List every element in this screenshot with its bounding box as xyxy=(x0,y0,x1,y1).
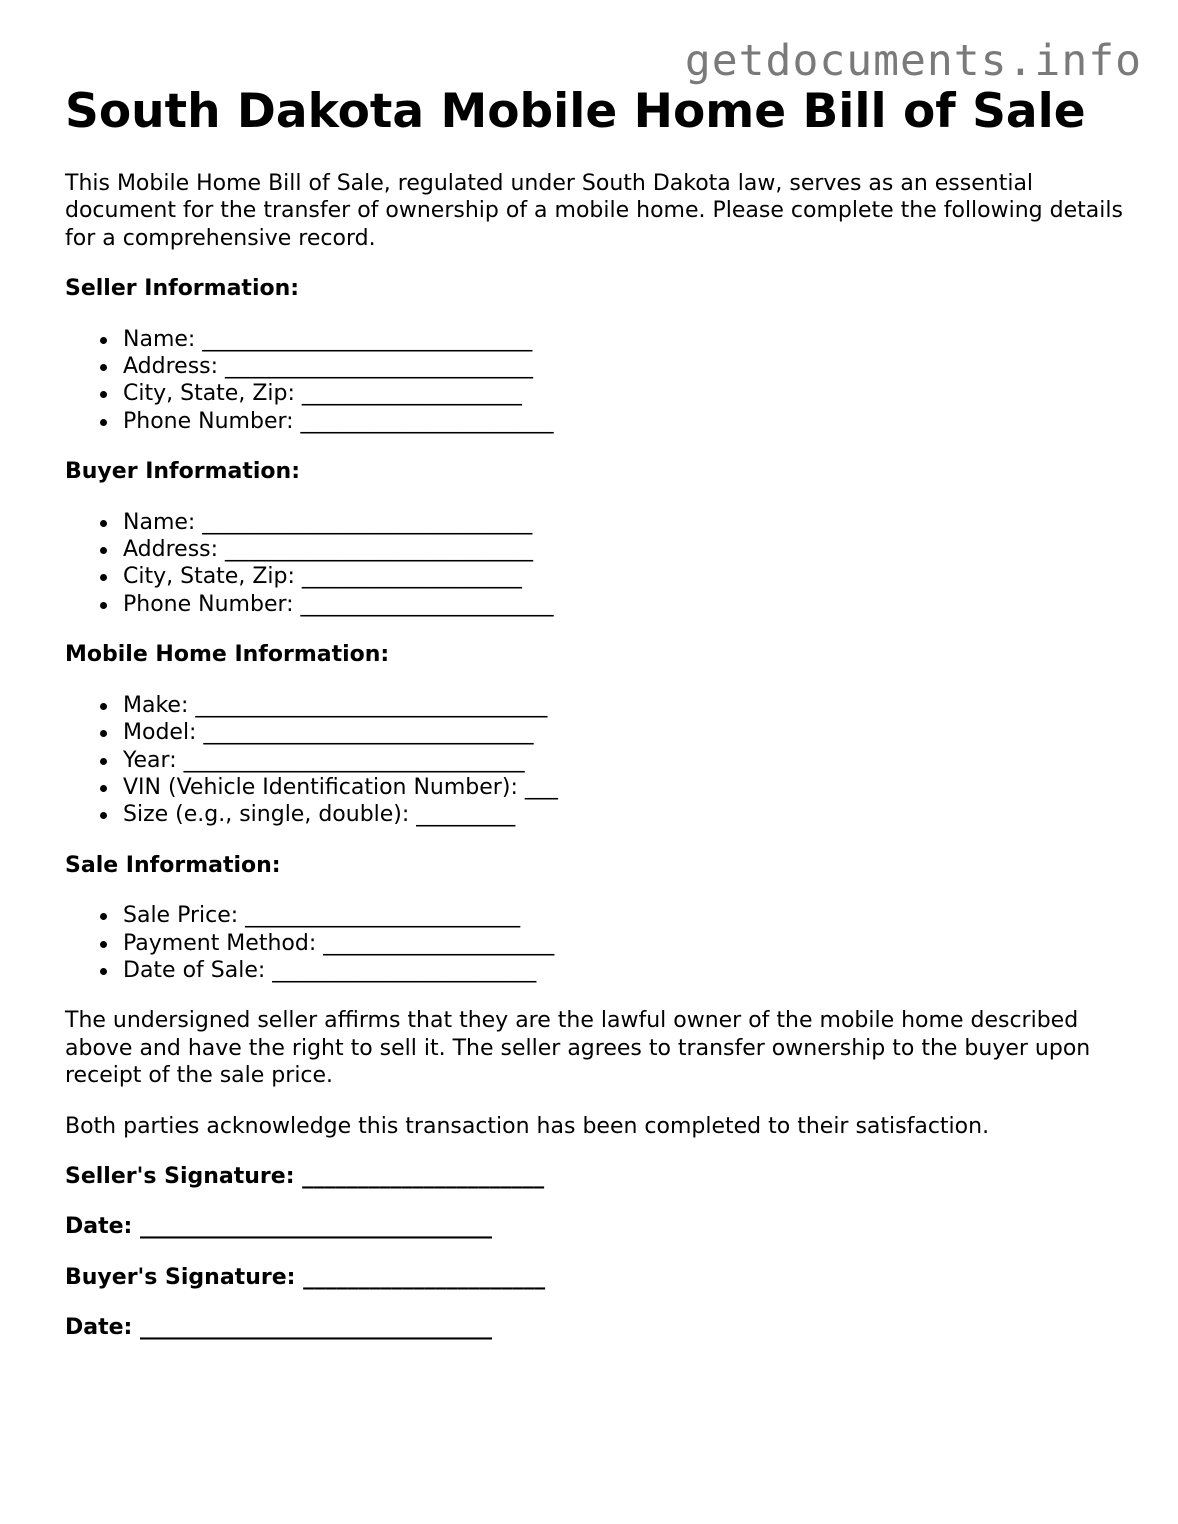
home-year-field: Year: _______________________________ xyxy=(123,747,1125,774)
seller-phone-field: Phone Number: _______________________ xyxy=(123,408,1125,435)
seller-city-state-zip-field: City, State, Zip: ____________________ xyxy=(123,380,1125,407)
seller-signature-line: Seller's Signature: ______________________ xyxy=(65,1163,545,1189)
buyer-signature-line: Buyer's Signature: ______________________ xyxy=(65,1264,546,1290)
buyer-address-field: Address: ____________________________ xyxy=(123,536,1125,563)
document-page xyxy=(65,84,1125,1342)
seller-name-field: Name: ______________________________ xyxy=(123,326,1125,353)
home-make-field: Make: ________________________________ xyxy=(123,692,1125,719)
buyer-info-list xyxy=(65,509,1125,619)
seller-date-line: Date: ________________________________ xyxy=(65,1214,493,1240)
acknowledgement-paragraph: Both parties acknowledge this transaction has been completed to their satisfaction. xyxy=(65,1113,990,1139)
watermark: getdocuments.info xyxy=(684,36,1142,86)
buyer-date-line: Date: ________________________________ xyxy=(65,1315,493,1341)
sale-section-heading: Sale Information: xyxy=(65,852,281,878)
home-vin-field: VIN (Vehicle Identification Number): ___ xyxy=(123,774,1125,801)
buyer-section-heading: Buyer Information: xyxy=(65,459,300,485)
intro-paragraph: This Mobile Home Bill of Sale, regulated under South Dakota law, serves as an essential document for the transfer of ownership of a mobile home. Please complete the following details for a comprehensive record. xyxy=(65,171,1123,251)
buyer-name-field: Name: ______________________________ xyxy=(123,509,1125,536)
home-model-field: Model: ______________________________ xyxy=(123,719,1125,746)
buyer-phone-field: Phone Number: _______________________ xyxy=(123,591,1125,618)
payment-method-field: Payment Method: _____________________ xyxy=(123,930,1125,957)
document-title: South Dakota Mobile Home Bill of Sale xyxy=(65,84,1086,139)
affirmation-paragraph: The undersigned seller affirms that they are the lawful owner of the mobile home described above and have the right to sell it. The seller agrees to transfer ownership to the buyer upon receipt of the sale price. xyxy=(65,1008,1091,1089)
sale-info-list xyxy=(65,902,1125,984)
mobile-home-section-heading: Mobile Home Information: xyxy=(65,642,390,668)
seller-address-field: Address: ____________________________ xyxy=(123,353,1125,380)
date-of-sale-field: Date of Sale: ________________________ xyxy=(123,957,1125,984)
seller-section-heading: Seller Information: xyxy=(65,276,300,302)
buyer-city-state-zip-field: City, State, Zip: ____________________ xyxy=(123,563,1125,590)
mobile-home-info-list xyxy=(65,692,1125,829)
home-size-field: Size (e.g., single, double): _________ xyxy=(123,801,1125,828)
sale-price-field: Sale Price: _________________________ xyxy=(123,902,1125,929)
seller-info-list xyxy=(65,326,1125,436)
